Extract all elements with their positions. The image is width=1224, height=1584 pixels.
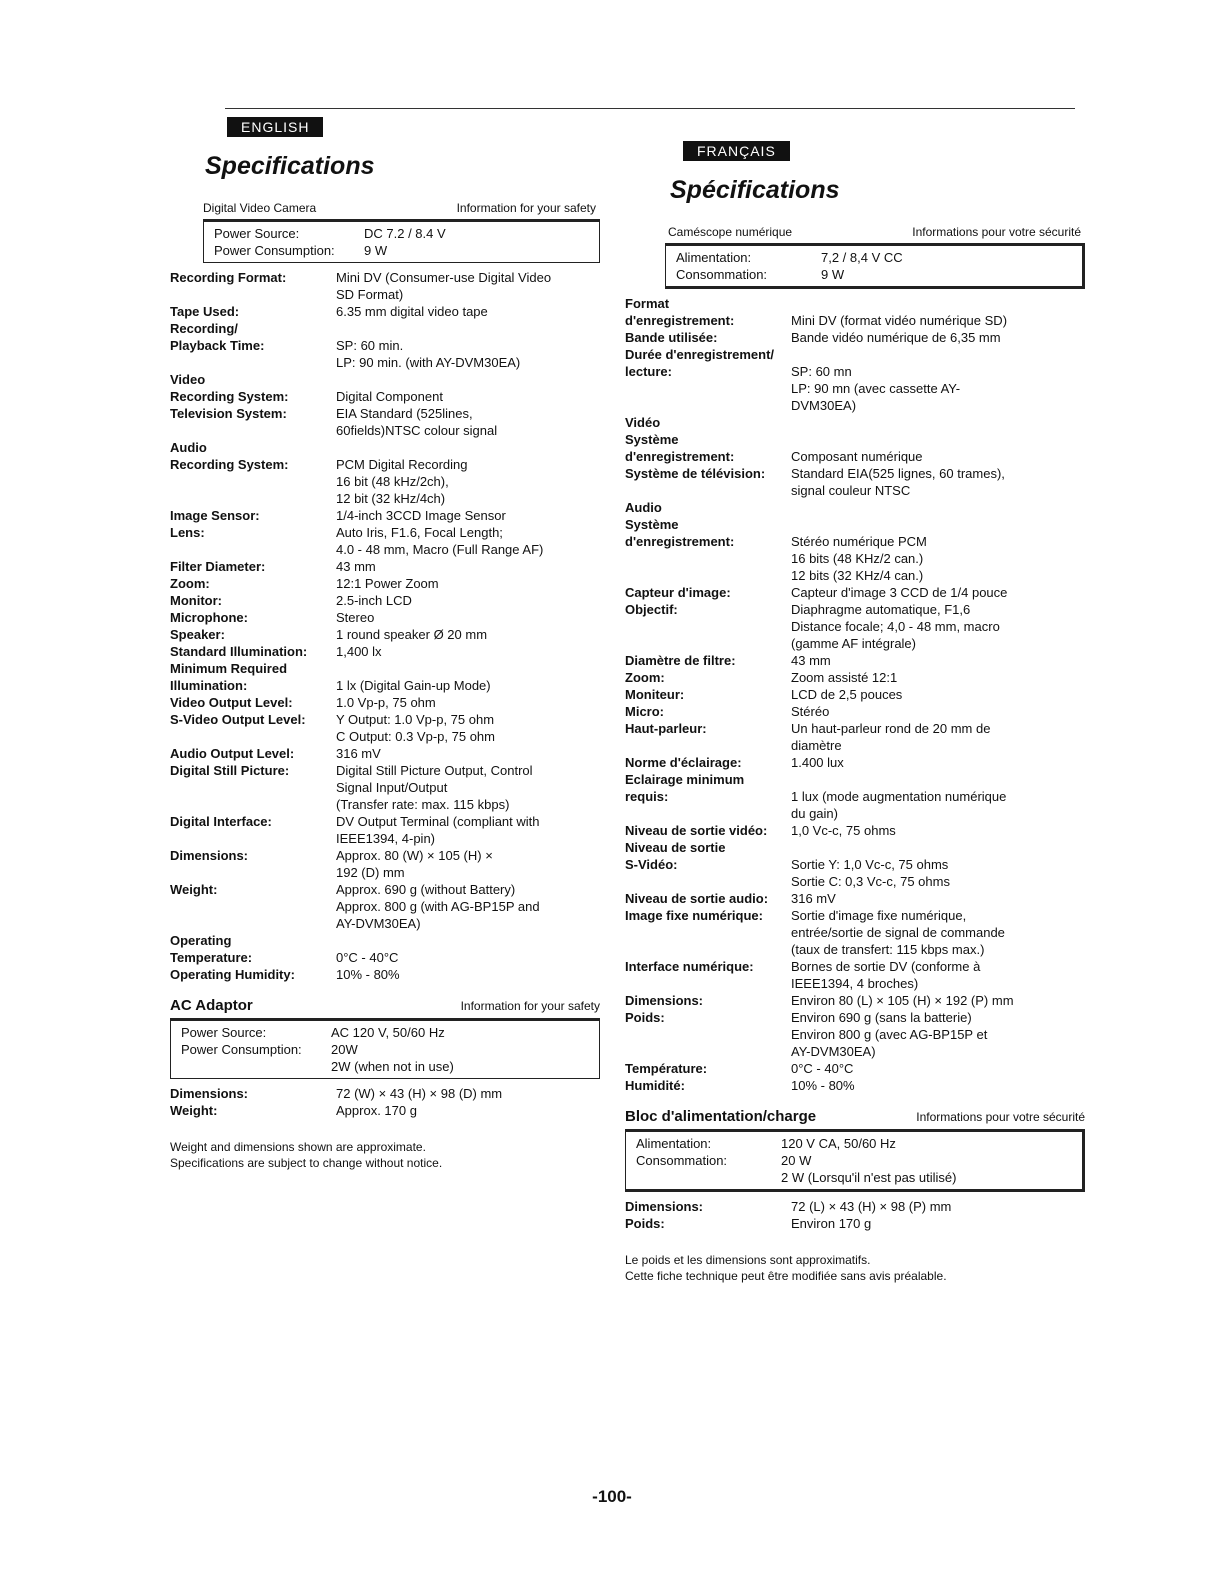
french-column bbox=[625, 176, 1085, 1284]
spec-row bbox=[625, 686, 1085, 703]
spec-row bbox=[625, 1215, 1085, 1232]
english-ac-heading: AC Adaptor bbox=[170, 997, 253, 1014]
spec-label: Durée d'enregistrement/ lecture: bbox=[625, 347, 775, 379]
french-ac-spec-list bbox=[625, 1198, 1085, 1232]
spec-value: 0°C - 40°C bbox=[791, 1061, 854, 1076]
spec-value: Bornes de sortie DV (conforme à IEEE1394, 4 broches) bbox=[791, 959, 981, 991]
spec-value: Environ 690 g (sans la batterie) Environ 800 g (avec AG-BP15P et AY-DVM30EA) bbox=[791, 1010, 988, 1059]
safety-value: DC 7.2 / 8.4 V bbox=[364, 226, 446, 241]
spec-row bbox=[625, 839, 1085, 890]
footnote-line: Weight and dimensions shown are approximate. bbox=[170, 1140, 426, 1154]
safety-row bbox=[676, 266, 1074, 283]
spec-row bbox=[170, 558, 600, 575]
spec-label: Moniteur: bbox=[625, 687, 685, 702]
spec-value: Capteur d'image 3 CCD de 1/4 pouce bbox=[791, 585, 1008, 600]
spec-value: SP: 60 min. LP: 90 min. (with AY-DVM30EA) bbox=[336, 338, 521, 370]
spec-label: Interface numérique: bbox=[625, 959, 754, 974]
spec-label: Recording/ Playback Time: bbox=[170, 321, 265, 353]
spec-value: Mini DV (format vidéo numérique SD) bbox=[791, 313, 1008, 328]
spec-row bbox=[170, 711, 600, 745]
spec-label: Television System: bbox=[170, 406, 287, 421]
spec-value: 1 round speaker Ø 20 mm bbox=[336, 627, 488, 642]
safety-label: Power Consumption: bbox=[214, 243, 335, 258]
spec-value: 2.5-inch LCD bbox=[336, 593, 412, 608]
spec-label: Zoom: bbox=[625, 670, 665, 685]
spec-label: Microphone: bbox=[170, 610, 248, 625]
safety-label: Power Consumption: bbox=[181, 1042, 302, 1057]
english-ac-safety-box bbox=[170, 1018, 600, 1079]
spec-label: Haut-parleur: bbox=[625, 721, 707, 736]
spec-row bbox=[625, 669, 1085, 686]
spec-value: Stéréo bbox=[791, 704, 830, 719]
spec-label: Bande utilisée: bbox=[625, 330, 718, 345]
safety-value: AC 120 V, 50/60 Hz bbox=[331, 1025, 445, 1040]
safety-row bbox=[214, 225, 591, 242]
spec-label: Image fixe numérique: bbox=[625, 908, 763, 923]
spec-value: Sortie d'image fixe numérique, entrée/sortie de signal de commande (taux de transfert: 115 kbps max.) bbox=[791, 908, 1005, 957]
french-language-tab: FRANÇAIS bbox=[683, 141, 790, 161]
spec-value: Zoom assisté 12:1 bbox=[791, 670, 898, 685]
spec-label: Digital Interface: bbox=[170, 814, 272, 829]
spec-row bbox=[170, 575, 600, 592]
spec-row bbox=[625, 771, 1085, 822]
english-ac-safety-note: Information for your safety bbox=[460, 999, 600, 1013]
spec-label: Audio Output Level: bbox=[170, 746, 295, 761]
spec-label: Standard Illumination: bbox=[170, 644, 308, 659]
english-footnote bbox=[170, 1139, 600, 1171]
spec-value: Approx. 690 g (without Battery) Approx. 800 g (with AG-BP15P and AY-DVM30EA) bbox=[336, 882, 540, 931]
spec-label: Dimensions: bbox=[170, 1086, 249, 1101]
english-spec-list bbox=[170, 269, 600, 983]
spec-label: Audio Système d'enregistrement: bbox=[625, 500, 735, 549]
spec-row bbox=[625, 465, 1085, 499]
spec-label: Diamètre de filtre: bbox=[625, 653, 736, 668]
english-ac-spec-list bbox=[170, 1085, 600, 1119]
spec-label: Speaker: bbox=[170, 627, 225, 642]
safety-value: 7,2 / 8,4 V CC bbox=[821, 250, 903, 265]
french-ac-heading-row bbox=[625, 1108, 1085, 1125]
spec-row bbox=[170, 932, 600, 966]
spec-value: 12:1 Power Zoom bbox=[336, 576, 439, 591]
french-ac-heading: Bloc d'alimentation/charge bbox=[625, 1108, 817, 1125]
safety-row bbox=[676, 249, 1074, 266]
spec-label: Recording Format: bbox=[170, 270, 287, 285]
spec-value: 316 mV bbox=[791, 891, 836, 906]
spec-value: PCM Digital Recording 16 bit (48 kHz/2ch), 12 bit (32 kHz/4ch) bbox=[336, 457, 468, 506]
spec-row bbox=[625, 703, 1085, 720]
spec-row bbox=[170, 592, 600, 609]
spec-value: Stéréo numérique PCM 16 bits (48 KHz/2 can.) 12 bits (32 KHz/4 can.) bbox=[791, 534, 927, 583]
spec-row bbox=[625, 652, 1085, 669]
spec-row bbox=[625, 907, 1085, 958]
french-title: Spécifications bbox=[670, 176, 840, 204]
spec-row bbox=[625, 499, 1085, 584]
spec-label: Weight: bbox=[170, 1103, 218, 1118]
english-safety-box bbox=[203, 219, 600, 263]
spec-label: Dimensions: bbox=[625, 1199, 704, 1214]
spec-label: Operating Humidity: bbox=[170, 967, 295, 982]
safety-label: Consommation: bbox=[636, 1153, 728, 1168]
spec-label: Operating Temperature: bbox=[170, 933, 253, 965]
spec-label: Dimensions: bbox=[170, 848, 249, 863]
safety-value: 20 W 2 W (Lorsqu'il n'est pas utilisé) bbox=[781, 1153, 957, 1185]
spec-value: SP: 60 mn LP: 90 mn (avec cassette AY- DVM30EA) bbox=[791, 364, 961, 413]
english-subtitle-row bbox=[203, 201, 600, 215]
safety-row bbox=[636, 1135, 1074, 1152]
spec-value: Approx. 170 g bbox=[336, 1103, 417, 1118]
spec-value: Composant numérique bbox=[791, 449, 923, 464]
spec-value: 1 lux (mode augmentation numérique du gain) bbox=[791, 789, 1007, 821]
english-product-name: Digital Video Camera bbox=[203, 201, 317, 215]
spec-row bbox=[625, 992, 1085, 1009]
spec-row bbox=[170, 626, 600, 643]
french-spec-list bbox=[625, 295, 1085, 1094]
spec-label: Dimensions: bbox=[625, 993, 704, 1008]
spec-row bbox=[170, 745, 600, 762]
spec-label: Monitor: bbox=[170, 593, 222, 608]
safety-row bbox=[181, 1024, 591, 1041]
french-safety-box bbox=[665, 243, 1085, 289]
spec-label: Digital Still Picture: bbox=[170, 763, 290, 778]
safety-label: Consommation: bbox=[676, 267, 768, 282]
safety-value: 20W 2W (when not in use) bbox=[331, 1042, 454, 1074]
spec-row bbox=[625, 1060, 1085, 1077]
spec-value: Un haut-parleur rond de 20 mm de diamètre bbox=[791, 721, 991, 753]
spec-value: 1 lx (Digital Gain-up Mode) bbox=[336, 678, 491, 693]
footnote-line: Le poids et les dimensions sont approximatifs. bbox=[625, 1253, 871, 1267]
french-safety-note: Informations pour votre sécurité bbox=[912, 225, 1081, 239]
spec-value: EIA Standard (525lines, 60fields)NTSC colour signal bbox=[336, 406, 498, 438]
spec-label: Vidéo Système d'enregistrement: bbox=[625, 415, 735, 464]
spec-value: 72 (W) × 43 (H) × 98 (D) mm bbox=[336, 1086, 503, 1101]
spec-row bbox=[625, 329, 1085, 346]
safety-label: Power Source: bbox=[181, 1025, 267, 1040]
spec-value: 6.35 mm digital video tape bbox=[336, 304, 488, 319]
spec-row bbox=[625, 601, 1085, 652]
spec-value: Stereo bbox=[336, 610, 375, 625]
spec-row bbox=[170, 1102, 600, 1119]
spec-label: Capteur d'image: bbox=[625, 585, 731, 600]
safety-value: 9 W bbox=[821, 267, 845, 282]
spec-row bbox=[170, 320, 600, 371]
spec-label: Poids: bbox=[625, 1010, 665, 1025]
spec-row bbox=[625, 346, 1085, 414]
spec-label: Niveau de sortie audio: bbox=[625, 891, 769, 906]
english-language-tab: ENGLISH bbox=[227, 117, 323, 137]
spec-value: 10% - 80% bbox=[791, 1078, 855, 1093]
spec-value: Auto Iris, F1.6, Focal Length; 4.0 - 48 mm, Macro (Full Range AF) bbox=[336, 525, 544, 557]
safety-row bbox=[636, 1152, 1074, 1186]
spec-value: Environ 80 (L) × 105 (H) × 192 (P) mm bbox=[791, 993, 1014, 1008]
spec-row bbox=[170, 524, 600, 558]
spec-row bbox=[170, 660, 600, 694]
spec-label: Lens: bbox=[170, 525, 205, 540]
french-ac-safety-note: Informations pour votre sécurité bbox=[916, 1110, 1085, 1124]
spec-label: Tape Used: bbox=[170, 304, 240, 319]
spec-value: LCD de 2,5 pouces bbox=[791, 687, 903, 702]
spec-value: 43 mm bbox=[336, 559, 376, 574]
spec-row bbox=[625, 1009, 1085, 1060]
spec-row bbox=[625, 1077, 1085, 1094]
spec-row bbox=[170, 405, 600, 439]
spec-row bbox=[625, 414, 1085, 465]
spec-label: Température: bbox=[625, 1061, 708, 1076]
spec-value: Environ 170 g bbox=[791, 1216, 872, 1231]
footnote-line: Specifications are subject to change without notice. bbox=[170, 1156, 443, 1170]
spec-label: Weight: bbox=[170, 882, 218, 897]
spec-value: 1.400 lux bbox=[791, 755, 844, 770]
spec-row bbox=[625, 295, 1085, 329]
safety-label: Alimentation: bbox=[636, 1136, 712, 1151]
spec-label: Image Sensor: bbox=[170, 508, 260, 523]
spec-label: Format d'enregistrement: bbox=[625, 296, 735, 328]
spec-value: 1,400 lx bbox=[336, 644, 382, 659]
spec-row bbox=[625, 754, 1085, 771]
spec-row bbox=[625, 958, 1085, 992]
spec-label: S-Video Output Level: bbox=[170, 712, 306, 727]
spec-row bbox=[170, 847, 600, 881]
french-subtitle-row bbox=[668, 225, 1085, 239]
safety-value: 9 W bbox=[364, 243, 388, 258]
spec-value: 1.0 Vp-p, 75 ohm bbox=[336, 695, 436, 710]
spec-value: 1,0 Vc-c, 75 ohms bbox=[791, 823, 896, 838]
spec-label: Humidité: bbox=[625, 1078, 685, 1093]
french-ac-safety-box bbox=[625, 1129, 1085, 1192]
spec-row bbox=[625, 584, 1085, 601]
safety-label: Power Source: bbox=[214, 226, 300, 241]
english-title: Specifications bbox=[205, 152, 375, 180]
french-footnote bbox=[625, 1252, 1085, 1284]
spec-value: 43 mm bbox=[791, 653, 831, 668]
spec-row bbox=[170, 643, 600, 660]
spec-row bbox=[170, 269, 600, 303]
spec-label: Video Output Level: bbox=[170, 695, 293, 710]
english-column bbox=[170, 152, 600, 1171]
page-number: -100- bbox=[592, 1487, 632, 1506]
spec-row bbox=[170, 881, 600, 932]
spec-label: Micro: bbox=[625, 704, 664, 719]
spec-label: Poids: bbox=[625, 1216, 665, 1231]
spec-label: Zoom: bbox=[170, 576, 210, 591]
spec-value: 72 (L) × 43 (H) × 98 (P) mm bbox=[791, 1199, 952, 1214]
spec-row bbox=[170, 813, 600, 847]
english-safety-note: Information for your safety bbox=[456, 201, 596, 215]
spec-row bbox=[170, 609, 600, 626]
spec-row bbox=[170, 694, 600, 711]
spec-value: Digital Component bbox=[336, 389, 443, 404]
spec-value: Digital Still Picture Output, Control Signal Input/Output (Transfer rate: max. 115 kbps) bbox=[336, 763, 533, 812]
spec-row bbox=[170, 966, 600, 983]
spec-row bbox=[170, 1085, 600, 1102]
spec-row bbox=[170, 303, 600, 320]
safety-row bbox=[181, 1041, 591, 1075]
spec-row bbox=[625, 1198, 1085, 1215]
spec-value: Sortie Y: 1,0 Vc-c, 75 ohms Sortie C: 0,3 Vc-c, 75 ohms bbox=[791, 857, 950, 889]
spec-row bbox=[170, 507, 600, 524]
spec-label: Filter Diameter: bbox=[170, 559, 266, 574]
spec-value: Bande vidéo numérique de 6,35 mm bbox=[791, 330, 1001, 345]
spec-label: Norme d'éclairage: bbox=[625, 755, 742, 770]
spec-value: Diaphragme automatique, F1,6 Distance focale; 4,0 - 48 mm, macro (gamme AF intégrale) bbox=[791, 602, 1000, 651]
safety-label: Alimentation: bbox=[676, 250, 752, 265]
spec-value: 1/4-inch 3CCD Image Sensor bbox=[336, 508, 506, 523]
spec-row bbox=[170, 762, 600, 813]
spec-label: Minimum Required Illumination: bbox=[170, 661, 288, 693]
safety-row bbox=[214, 242, 591, 259]
footnote-line: Cette fiche technique peut être modifiée sans avis préalable. bbox=[625, 1269, 947, 1283]
spec-label: Système de télévision: bbox=[625, 466, 766, 481]
spec-label: Niveau de sortie S-Vidéo: bbox=[625, 840, 726, 872]
top-rule bbox=[225, 108, 1075, 109]
spec-row bbox=[625, 890, 1085, 907]
english-ac-heading-row bbox=[170, 997, 600, 1014]
spec-row bbox=[170, 371, 600, 405]
spec-label: Eclairage minimum requis: bbox=[625, 772, 745, 804]
spec-value: 316 mV bbox=[336, 746, 381, 761]
spec-row bbox=[625, 720, 1085, 754]
french-product-name: Caméscope numérique bbox=[668, 225, 793, 239]
spec-row bbox=[170, 439, 600, 507]
spec-value: Y Output: 1.0 Vp-p, 75 ohm C Output: 0.3 Vp-p, 75 ohm bbox=[336, 712, 495, 744]
spec-value: DV Output Terminal (compliant with IEEE1394, 4-pin) bbox=[336, 814, 540, 846]
spec-label: Niveau de sortie vidéo: bbox=[625, 823, 768, 838]
spec-label: Video Recording System: bbox=[170, 372, 289, 404]
safety-value: 120 V CA, 50/60 Hz bbox=[781, 1136, 896, 1151]
spec-label: Audio Recording System: bbox=[170, 440, 289, 472]
spec-value: Mini DV (Consumer-use Digital Video SD Format) bbox=[336, 270, 552, 302]
spec-row bbox=[625, 822, 1085, 839]
spec-value: 0°C - 40°C bbox=[336, 950, 399, 965]
spec-value: Standard EIA(525 lignes, 60 trames), signal couleur NTSC bbox=[791, 466, 1005, 498]
spec-value: Approx. 80 (W) × 105 (H) × 192 (D) mm bbox=[336, 848, 493, 880]
spec-value: 10% - 80% bbox=[336, 967, 400, 982]
spec-label: Objectif: bbox=[625, 602, 678, 617]
